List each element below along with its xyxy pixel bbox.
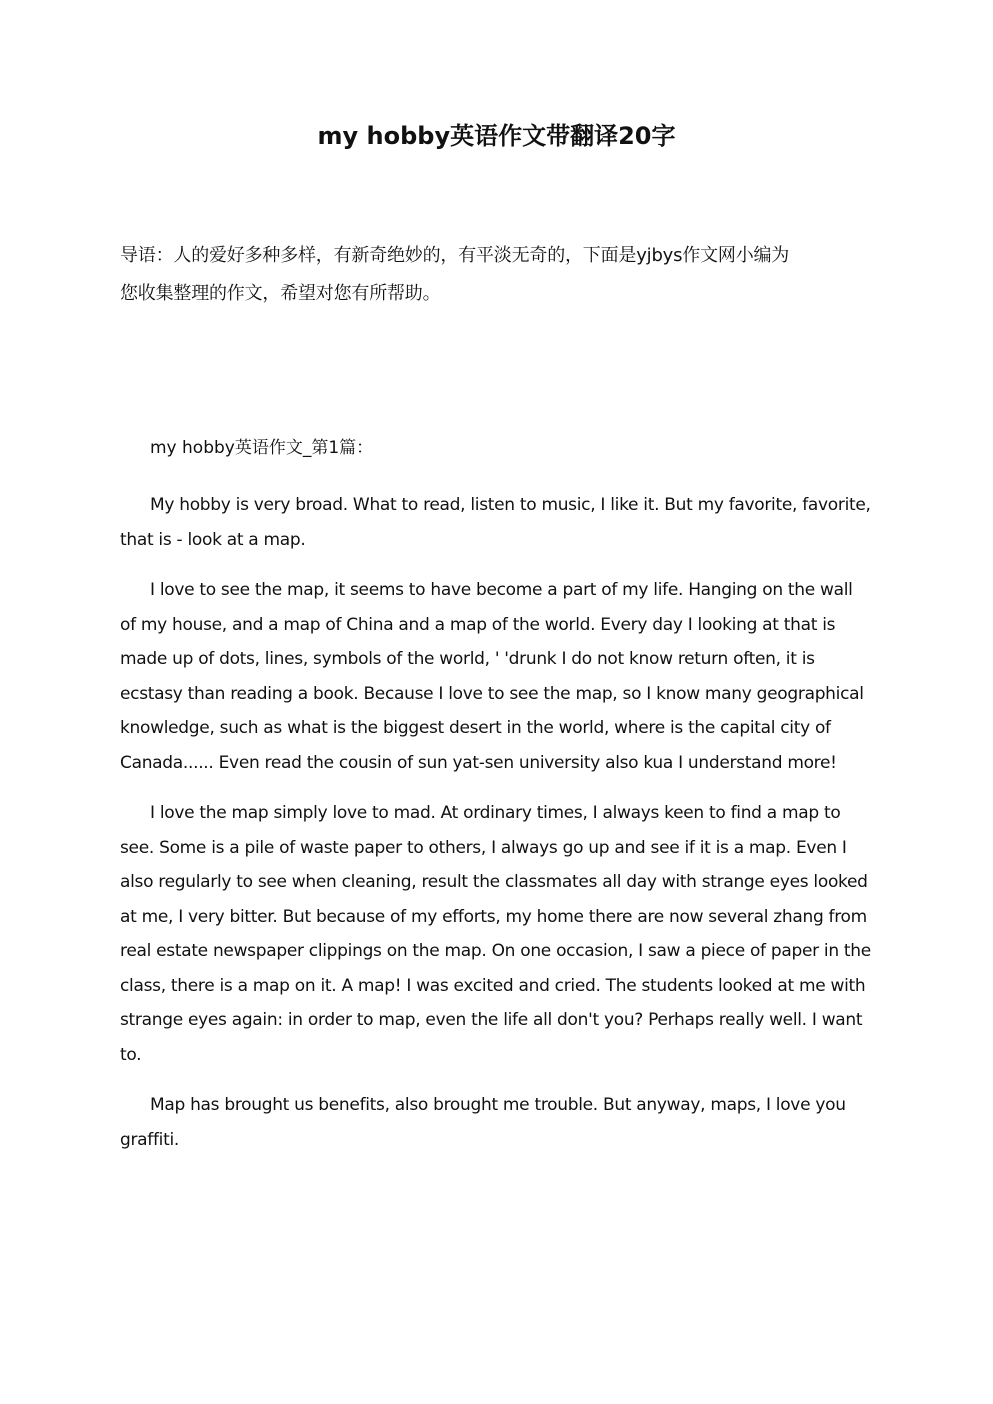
section-heading: my hobby英语作文_第1篇： (150, 438, 374, 458)
intro-line: 导语：人的爱好多种多样，有新奇绝妙的，有平淡无奇的，下面是yjbys作文网小编为 (120, 245, 790, 266)
essay-paragraph: My hobby is very broad. What to read, listen to music, I like it. But my favorite, favorite, that is - look at a map. (120, 495, 871, 550)
essay-body (120, 488, 872, 1173)
essay-paragraph: Map has brought us benefits, also brought me trouble. But anyway, maps, I love you graffiti. (120, 1095, 846, 1150)
intro-paragraph (120, 237, 872, 313)
document-title: my hobby英语作文带翻译20字 (317, 122, 676, 150)
intro-line: 您收集整理的作文，希望对您有所帮助。 (120, 283, 441, 304)
essay-paragraph: I love to see the map, it seems to have become a part of my life. Hanging on the wall of my house, and a map of China and a map of the world. Every day I looking at that is made up of dots, lines, symbols of the world, ' 'drunk I do not know return often, it is ecstasy than reading a book. Because I love to see the map, so I know many geographical knowledge, such as what is the biggest desert in the world, where is the capital city of Canada...... Even read the cousin of sun yat-sen university also kua I understand more! (120, 580, 864, 773)
essay-paragraph: I love the map simply love to mad. At ordinary times, I always keen to find a map to see. Some is a pile of waste paper to others, I always go up and see if it is a map. Even I also regularly to see when cleaning, result the classmates all day with strange eyes looked at me, I very bitter. But because of my efforts, my home there are now several zhang from real estate newspaper clippings on the map. On one occasion, I saw a piece of paper in the class, there is a map on it. A map! I was excited and cried. The students looked at me with strange eyes again: in order to map, even the life all don't you? Perhaps really well. I want to. (120, 803, 871, 1065)
